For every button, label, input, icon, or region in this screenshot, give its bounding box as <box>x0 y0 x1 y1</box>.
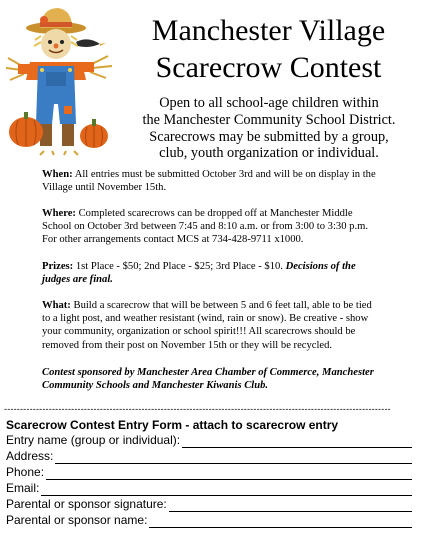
intro-line: Open to all school-age children within <box>159 95 379 111</box>
when-text: All entries must be submitted October 3rd and will be on display in the Village until November 15th. <box>42 169 376 194</box>
field-label: Parental or sponsor signature: <box>6 497 167 511</box>
what-label: What: <box>42 300 71 311</box>
entry-form-title: Scarecrow Contest Entry Form - attach to scarecrow entry <box>6 418 339 432</box>
field-line[interactable] <box>46 468 412 480</box>
field-line[interactable] <box>169 500 412 512</box>
prizes-section <box>42 260 382 286</box>
when-label: When: <box>42 169 73 180</box>
prizes-text: 1st Place - $50; 2nd Place - $25; 3rd Place - $10. <box>75 261 283 272</box>
where-text: Completed scarecrows can be dropped off at Manchester Middle School on October 3rd between 7:45 and 8:10 a.m. or from 3:00 to 3:30 p.m. For other arrangements contact MCS at 734-428-9711 x1000. <box>42 208 368 246</box>
what-section <box>42 299 382 352</box>
field-line[interactable] <box>41 484 412 496</box>
when-section <box>42 168 382 194</box>
field-line[interactable] <box>149 516 412 528</box>
prizes-emphasis: Decisions of the judges are final. <box>42 261 356 286</box>
prizes-label: Prizes: <box>42 261 74 272</box>
field-label: Entry name (group or individual): <box>6 433 181 447</box>
cut-line-divider: ------------------------------------------------------------------------------------------------------------------------- <box>4 404 391 414</box>
intro-line: club, youth organization or individual. <box>159 145 379 162</box>
intro-line: the Manchester Community School District. <box>142 111 396 128</box>
sponsor-name-field[interactable] <box>6 512 412 528</box>
field-label: Phone: <box>6 465 45 479</box>
page-title <box>116 12 421 86</box>
sponsor-signature-field[interactable] <box>6 496 412 512</box>
email-field[interactable] <box>6 480 412 496</box>
field-label: Parental or sponsor name: <box>6 513 148 527</box>
field-line[interactable] <box>55 452 412 464</box>
title-line-2: Scarecrow Contest <box>155 51 382 84</box>
field-line[interactable] <box>182 436 412 448</box>
intro-text <box>118 95 420 162</box>
where-section <box>42 207 382 247</box>
field-label: Email: <box>6 481 40 495</box>
intro-line: Scarecrows may be submitted by a group, <box>149 128 389 145</box>
title-line-1: Manchester Village <box>151 14 386 47</box>
sponsor-note: Contest sponsored by Manchester Area Chamber of Commerce, Manchester Community Schools and Manchester Kiwanis Club. <box>42 367 374 392</box>
what-text: Build a scarecrow that will be between 5 and 6 feet tall, able to be tied to a light post, and weather resistant (wind, rain or snow). Be creative - show your community, organization or school spirit!!! All scarecrows should be removed from their post on November 15th or they will be recycled. <box>42 300 372 351</box>
scarecrow-with-pumpkins-icon <box>4 6 116 156</box>
field-label: Address: <box>6 449 54 463</box>
where-label: Where: <box>42 208 76 219</box>
phone-field[interactable] <box>6 464 412 480</box>
entry-name-field[interactable] <box>6 432 412 448</box>
address-field[interactable] <box>6 448 412 464</box>
